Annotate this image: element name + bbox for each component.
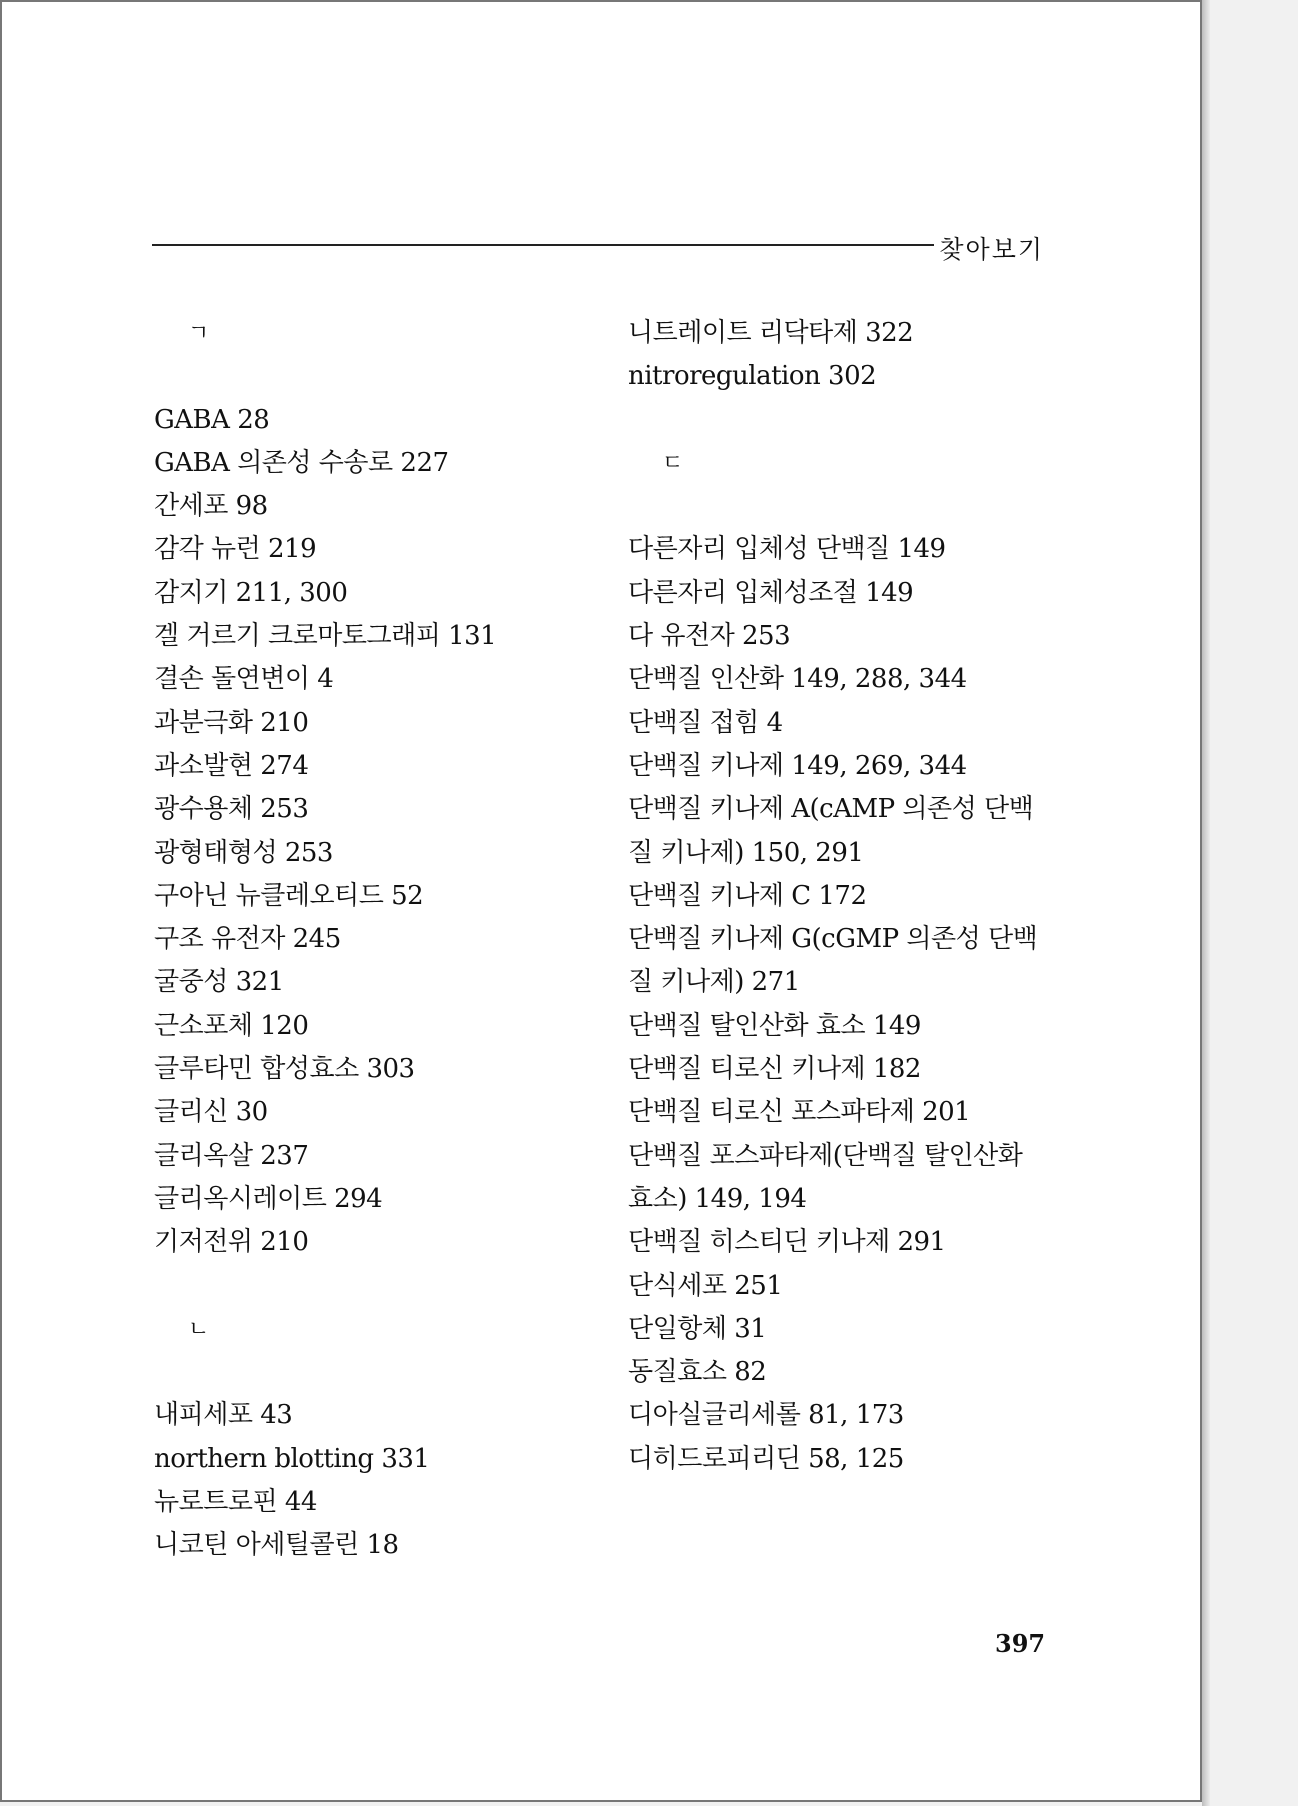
index-entry: 구아닌 뉴클레오티드 52 [154,880,424,911]
index-entry: 단백질 티로신 포스파타제 201 [628,1097,971,1128]
index-entry: 니코틴 아세틸콜린 18 [154,1530,399,1561]
index-entry: 결손 돌연변이 4 [154,664,334,695]
index-entry: 글리옥살 237 [154,1140,309,1171]
blank-line [154,1265,594,1308]
index-entry: 단백질 인산화 149, 288, 344 [628,664,967,695]
blank-line [154,1351,594,1394]
index-entry: 단일항체 31 [628,1313,767,1344]
index-entry: 동질효소 82 [628,1357,767,1388]
index-entry: 감각 뉴런 219 [154,534,317,565]
index-entry: 구조 유전자 245 [154,924,341,955]
index-entry: 글루타민 합성효소 303 [154,1054,415,1085]
index-entry: 단백질 히스티딘 키나제 291 [628,1227,946,1258]
index-entry: 단백질 접힘 4 [628,707,783,738]
index-entry: 니트레이트 리닥타제 322 [628,318,914,348]
index-entry: 단백질 키나제 149, 269, 344 [628,750,967,781]
index-entry: 디히드로피리딘 58, 125 [628,1443,904,1474]
index-entry: 다른자리 입체성조절 149 [628,577,914,608]
header-rule [152,244,934,246]
index-entry: 질 키나제) 150, 291 [628,837,864,868]
index-entry: 단식세포 251 [628,1270,783,1301]
section-letter: ㄱ [188,321,209,346]
index-entry: 감지기 211, 300 [154,577,348,608]
blank-line [628,485,1058,528]
index-entry: 광형태형성 253 [154,837,333,868]
page-number: 397 [995,1629,1046,1658]
index-entry: 효소) 149, 194 [628,1183,807,1214]
index-entry: 근소포체 120 [154,1010,309,1041]
index-entry: nitroregulation 302 [628,361,877,392]
index-entry: 글리신 30 [154,1097,268,1128]
index-entry: 단백질 포스파타제(단백질 탈인산화 [628,1140,1023,1171]
index-entry: 단백질 키나제 A(cAMP 의존성 단백 [628,794,1034,825]
running-head-title: 찾아보기 [939,235,1044,264]
index-entry: 내피세포 43 [154,1400,293,1431]
index-entry: GABA 28 [154,404,270,435]
index-entry: 광수용체 253 [154,794,309,825]
index-entry: 단백질 티로신 키나제 182 [628,1054,921,1085]
index-entry: 단백질 키나제 G(cGMP 의존성 단백 [628,924,1038,955]
index-entry: 단백질 탈인산화 효소 149 [628,1010,921,1041]
index-entry: 과분극화 210 [154,707,309,738]
index-entry: 다른자리 입체성 단백질 149 [628,534,946,565]
index-column-left [154,312,594,1568]
index-entry: 디아실글리세롤 81, 173 [628,1400,904,1431]
index-entry: 뉴로트로핀 44 [154,1487,317,1518]
index-entry: 겔 거르기 크로마토그래피 131 [154,621,497,652]
section-letter: ㄷ [662,450,683,476]
index-entry: 기저전위 210 [154,1227,309,1258]
index-entry: 질 키나제) 271 [628,967,800,998]
index-entry: 굴중성 321 [154,967,284,998]
index-entry: 글리옥시레이트 294 [154,1183,383,1214]
blank-line [154,355,594,398]
index-entry: 과소발현 274 [154,750,309,781]
blank-line [628,399,1058,442]
index-column-right [628,312,1058,1481]
index-entry: 다 유전자 253 [628,621,791,652]
running-head [152,230,1044,264]
section-letter: ㄴ [188,1316,209,1342]
index-entry: northern blotting 331 [154,1443,430,1474]
index-entry: 단백질 키나제 C 172 [628,880,867,911]
page-edge [1202,0,1210,1806]
index-entry: GABA 의존성 수송로 227 [154,447,449,478]
index-entry: 간세포 98 [154,491,268,522]
